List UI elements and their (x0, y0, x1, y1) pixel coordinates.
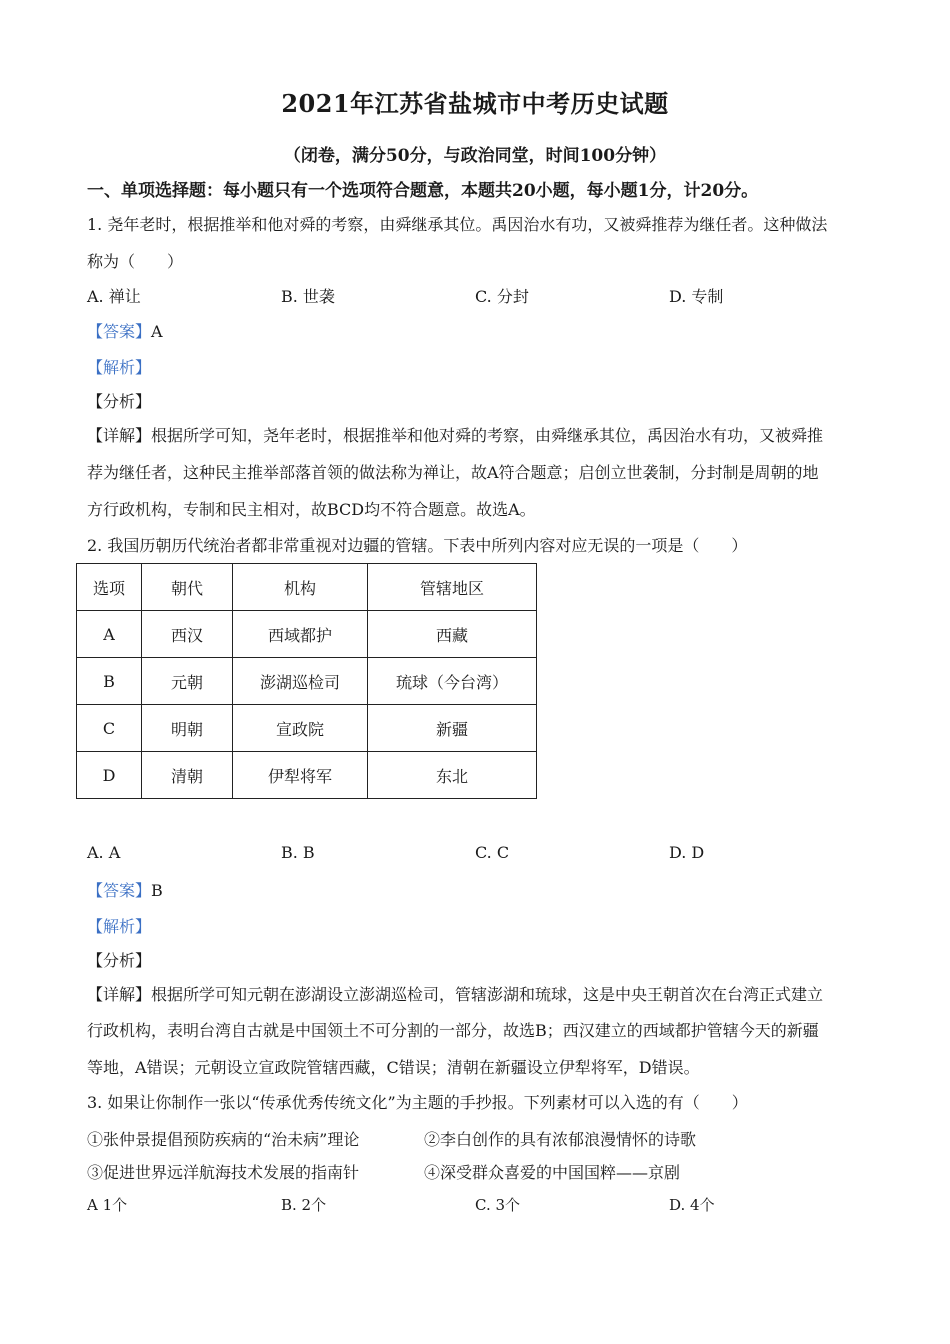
q1-fenxi-tag: 【分析】 (87, 392, 152, 411)
table-row (77, 611, 537, 658)
q2-option-c: C. C (475, 843, 510, 862)
table-row (77, 658, 537, 705)
q2-detail-line1 (87, 982, 823, 1005)
table-cell: A (77, 611, 142, 658)
table-cell: 伊犁将军 (233, 752, 368, 799)
q3-item-2: ②李白创作的具有浓郁浪漫情怀的诗歌 (424, 1130, 697, 1149)
q1-detail-line3: 方行政机构，专制和民主相对，故BCD均不符合题意。故选A。 (87, 500, 536, 519)
table-row (77, 705, 537, 752)
q1-option-d: D. 专制 (669, 287, 724, 306)
detail-text: 根据所学可知，尧年老时，根据推举和他对舜的考察，由舜继承其位，禹因治水有功，又被舜推 (151, 426, 824, 445)
q3-option-a: A 1个 (87, 1196, 128, 1214)
q1-stem-line2: 称为（ ） (87, 252, 184, 271)
table-header-row (77, 564, 537, 611)
q2-option-a: A. A (87, 843, 121, 862)
table-cell: B (77, 658, 142, 705)
table-row (77, 752, 537, 799)
page-title: 2021年江苏省盐城市中考历史试题 (281, 89, 669, 118)
table-cell: 明朝 (142, 705, 233, 752)
q2-jiexi-tag: 【解析】 (87, 917, 152, 936)
q2-fenxi-tag: 【分析】 (87, 951, 152, 970)
table-cell: 西藏 (368, 611, 537, 658)
section-heading: 一、单项选择题：每小题只有一个选项符合题意，本题共20小题，每小题1分，计20分。 (87, 181, 759, 201)
q3-option-d: D. 4个 (669, 1196, 715, 1214)
q1-jiexi-tag: 【解析】 (87, 358, 152, 377)
table-header-cell: 选项 (77, 564, 142, 611)
table-cell: 清朝 (142, 752, 233, 799)
answer-tag: 【答案】 (87, 881, 152, 900)
q2-stem: 2. 我国历朝历代统治者都非常重视对边疆的管辖。下表中所列内容对应无误的一项是（ ） (87, 536, 748, 555)
q1-detail-line1 (87, 423, 823, 446)
q3-option-c: C. 3个 (475, 1196, 521, 1214)
table-cell: 琉球（今台湾） (368, 658, 537, 705)
q3-item-4: ④深受群众喜爱的中国国粹——京剧 (424, 1163, 681, 1182)
q1-option-b: B. 世袭 (281, 287, 335, 306)
q1-answer (87, 319, 163, 342)
exam-subtitle: （闭卷，满分50分，与政治同堂，时间100分钟） (283, 146, 667, 166)
detail-tag: 【详解】 (87, 985, 152, 1004)
q2-answer (87, 878, 163, 901)
table-cell: 东北 (368, 752, 537, 799)
table-cell: 元朝 (142, 658, 233, 705)
detail-tag: 【详解】 (87, 426, 152, 445)
q2-detail-line3: 等地，A错误；元朝设立宣政院管辖西藏，C错误；清朝在新疆设立伊犁将军，D错误。 (87, 1058, 700, 1077)
q2-option-b: B. B (281, 843, 315, 862)
table-cell: D (77, 752, 142, 799)
table-cell: 澎湖巡检司 (233, 658, 368, 705)
q3-stem: 3. 如果让你制作一张以“传承优秀传统文化”为主题的手抄报。下列素材可以入选的有（ ） (87, 1093, 748, 1112)
q2-detail-line2: 行政机构，表明台湾自古就是中国领土不可分割的一部分，故选B；西汉建立的西域都护管辖今天的新疆 (87, 1021, 819, 1040)
table-header-cell: 机构 (233, 564, 368, 611)
q3-item-1: ①张仲景提倡预防疾病的“治未病”理论 (87, 1130, 360, 1149)
answer-value: A (151, 322, 163, 341)
table-cell: 新疆 (368, 705, 537, 752)
answer-tag: 【答案】 (87, 322, 152, 341)
q3-option-b: B. 2个 (281, 1196, 327, 1214)
table-header-cell: 朝代 (142, 564, 233, 611)
dynasty-table (76, 563, 537, 799)
q1-option-c: C. 分封 (475, 287, 529, 306)
answer-value: B (151, 881, 163, 900)
table-cell: 西汉 (142, 611, 233, 658)
table-cell: 西域都护 (233, 611, 368, 658)
table-cell: C (77, 705, 142, 752)
q1-stem-line1: 1. 尧年老时，根据推举和他对舜的考察，由舜继承其位。禹因治水有功，又被舜推荐为继任者。这种做法 (87, 215, 828, 234)
detail-text: 根据所学可知元朝在澎湖设立澎湖巡检司，管辖澎湖和琉球，这是中央王朝首次在台湾正式建立 (151, 985, 824, 1004)
table-header-cell: 管辖地区 (368, 564, 537, 611)
table-cell: 宣政院 (233, 705, 368, 752)
q3-item-3: ③促进世界远洋航海技术发展的指南针 (87, 1163, 360, 1182)
q1-detail-line2: 荐为继任者，这种民主推举部落首领的做法称为禅让，故A符合题意；启创立世袭制，分封制是周朝的地 (87, 463, 819, 482)
q1-option-a: A. 禅让 (87, 287, 141, 306)
q2-option-d: D. D (669, 843, 705, 862)
